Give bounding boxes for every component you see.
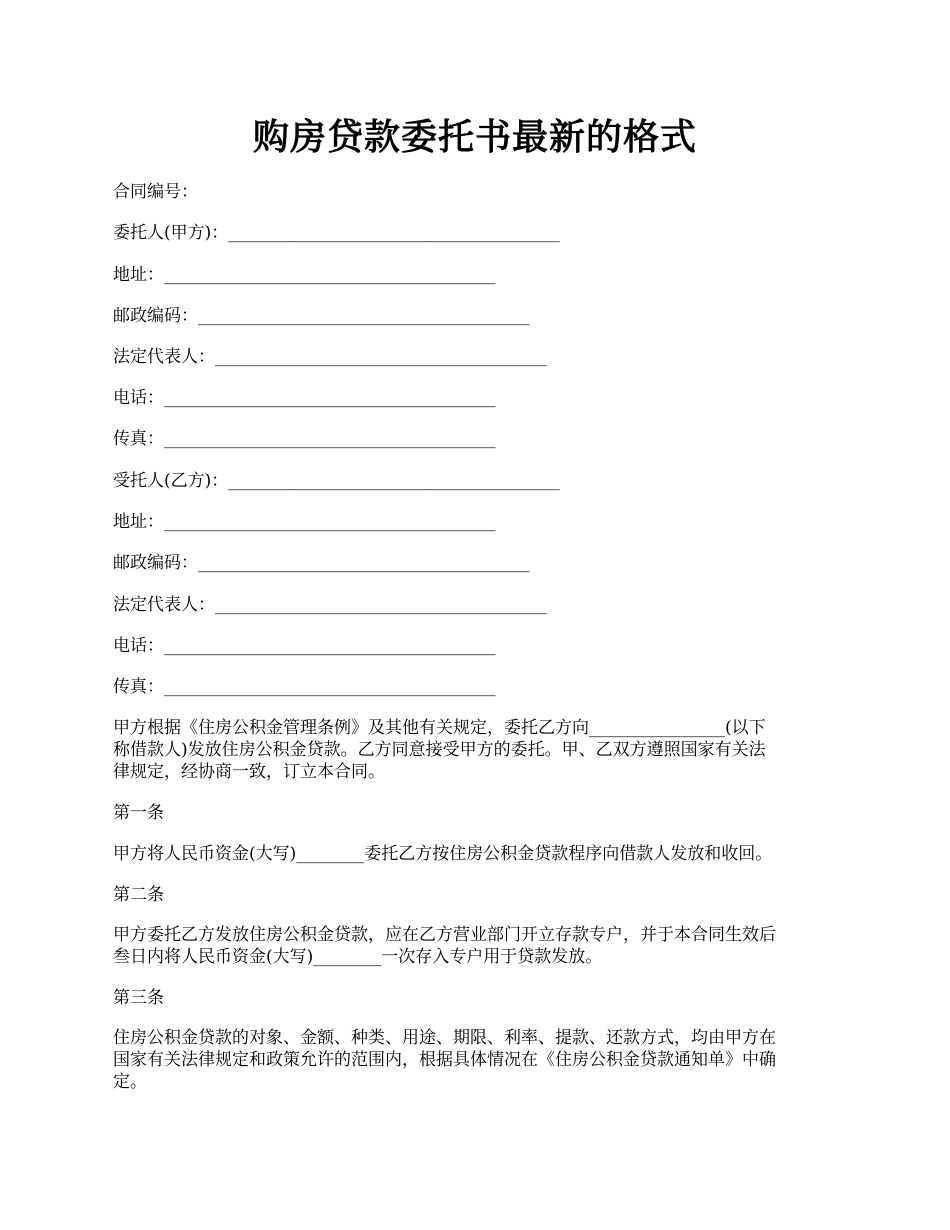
intro-paragraph [113, 717, 841, 783]
agent-party-b-field: 受托人(乙方)：_______________________________________ [113, 471, 560, 491]
party-a-postcode-field: 邮政编码：_______________________________________ [113, 306, 530, 326]
article-1-line-1: 甲方将人民币资金(大写)________委托乙方按住房公积金贷款程序向借款人发放和收回。 [113, 844, 773, 864]
article-3-heading: 第三条 [113, 988, 164, 1008]
party-b-legal-representative-field: 法定代表人：_______________________________________ [113, 595, 547, 615]
article-2-line-2: 叁日内将人民币资金(大写)________一次存入专户用于贷款发放。 [113, 947, 603, 967]
article-2-line-1: 甲方委托乙方发放住房公积金贷款，应在乙方营业部门开立存款专户，并于本合同生效后 [113, 925, 776, 945]
contract-number-field: 合同编号： [113, 182, 198, 202]
article-3-paragraph [113, 1027, 841, 1093]
party-b-address-field: 地址：_______________________________________ [113, 512, 496, 532]
party-b-fax-field: 传真：_______________________________________ [113, 677, 496, 697]
intro-line-3: 律规定，经协商一致，订立本合同。 [113, 762, 385, 782]
article-2-heading: 第二条 [113, 885, 164, 905]
party-b-postcode-field: 邮政编码：_______________________________________ [113, 553, 530, 573]
article-3-line-2: 国家有关法律规定和政策允许的范围内，根据具体情况在《住房公积金贷款通知单》中确 [113, 1050, 776, 1070]
article-1-heading: 第一条 [113, 803, 164, 823]
article-1-paragraph [113, 843, 841, 865]
article-3-line-1: 住房公积金贷款的对象、金额、种类、用途、期限、利率、提款、还款方式，均由甲方在 [113, 1028, 776, 1048]
party-a-phone-field: 电话：_______________________________________ [113, 388, 496, 408]
principal-party-a-field: 委托人(甲方)：_______________________________________ [113, 223, 560, 243]
intro-line-2: 称借款人)发放住房公积金贷款。乙方同意接受甲方的委托。甲、乙双方遵照国家有关法 [113, 740, 766, 760]
article-2-paragraph [113, 924, 841, 968]
party-b-phone-field: 电话：_______________________________________ [113, 636, 496, 656]
party-a-address-field: 地址：_______________________________________ [113, 265, 496, 285]
party-a-legal-representative-field: 法定代表人：_______________________________________ [113, 347, 547, 367]
article-3-line-3: 定。 [113, 1072, 147, 1092]
document-title: 购房贷款委托书最新的格式 [252, 116, 697, 158]
intro-line-1: 甲方根据《住房公积金管理条例》及其他有关规定，委托乙方向________________(以下 [113, 718, 766, 738]
party-a-fax-field: 传真：_______________________________________ [113, 429, 496, 449]
